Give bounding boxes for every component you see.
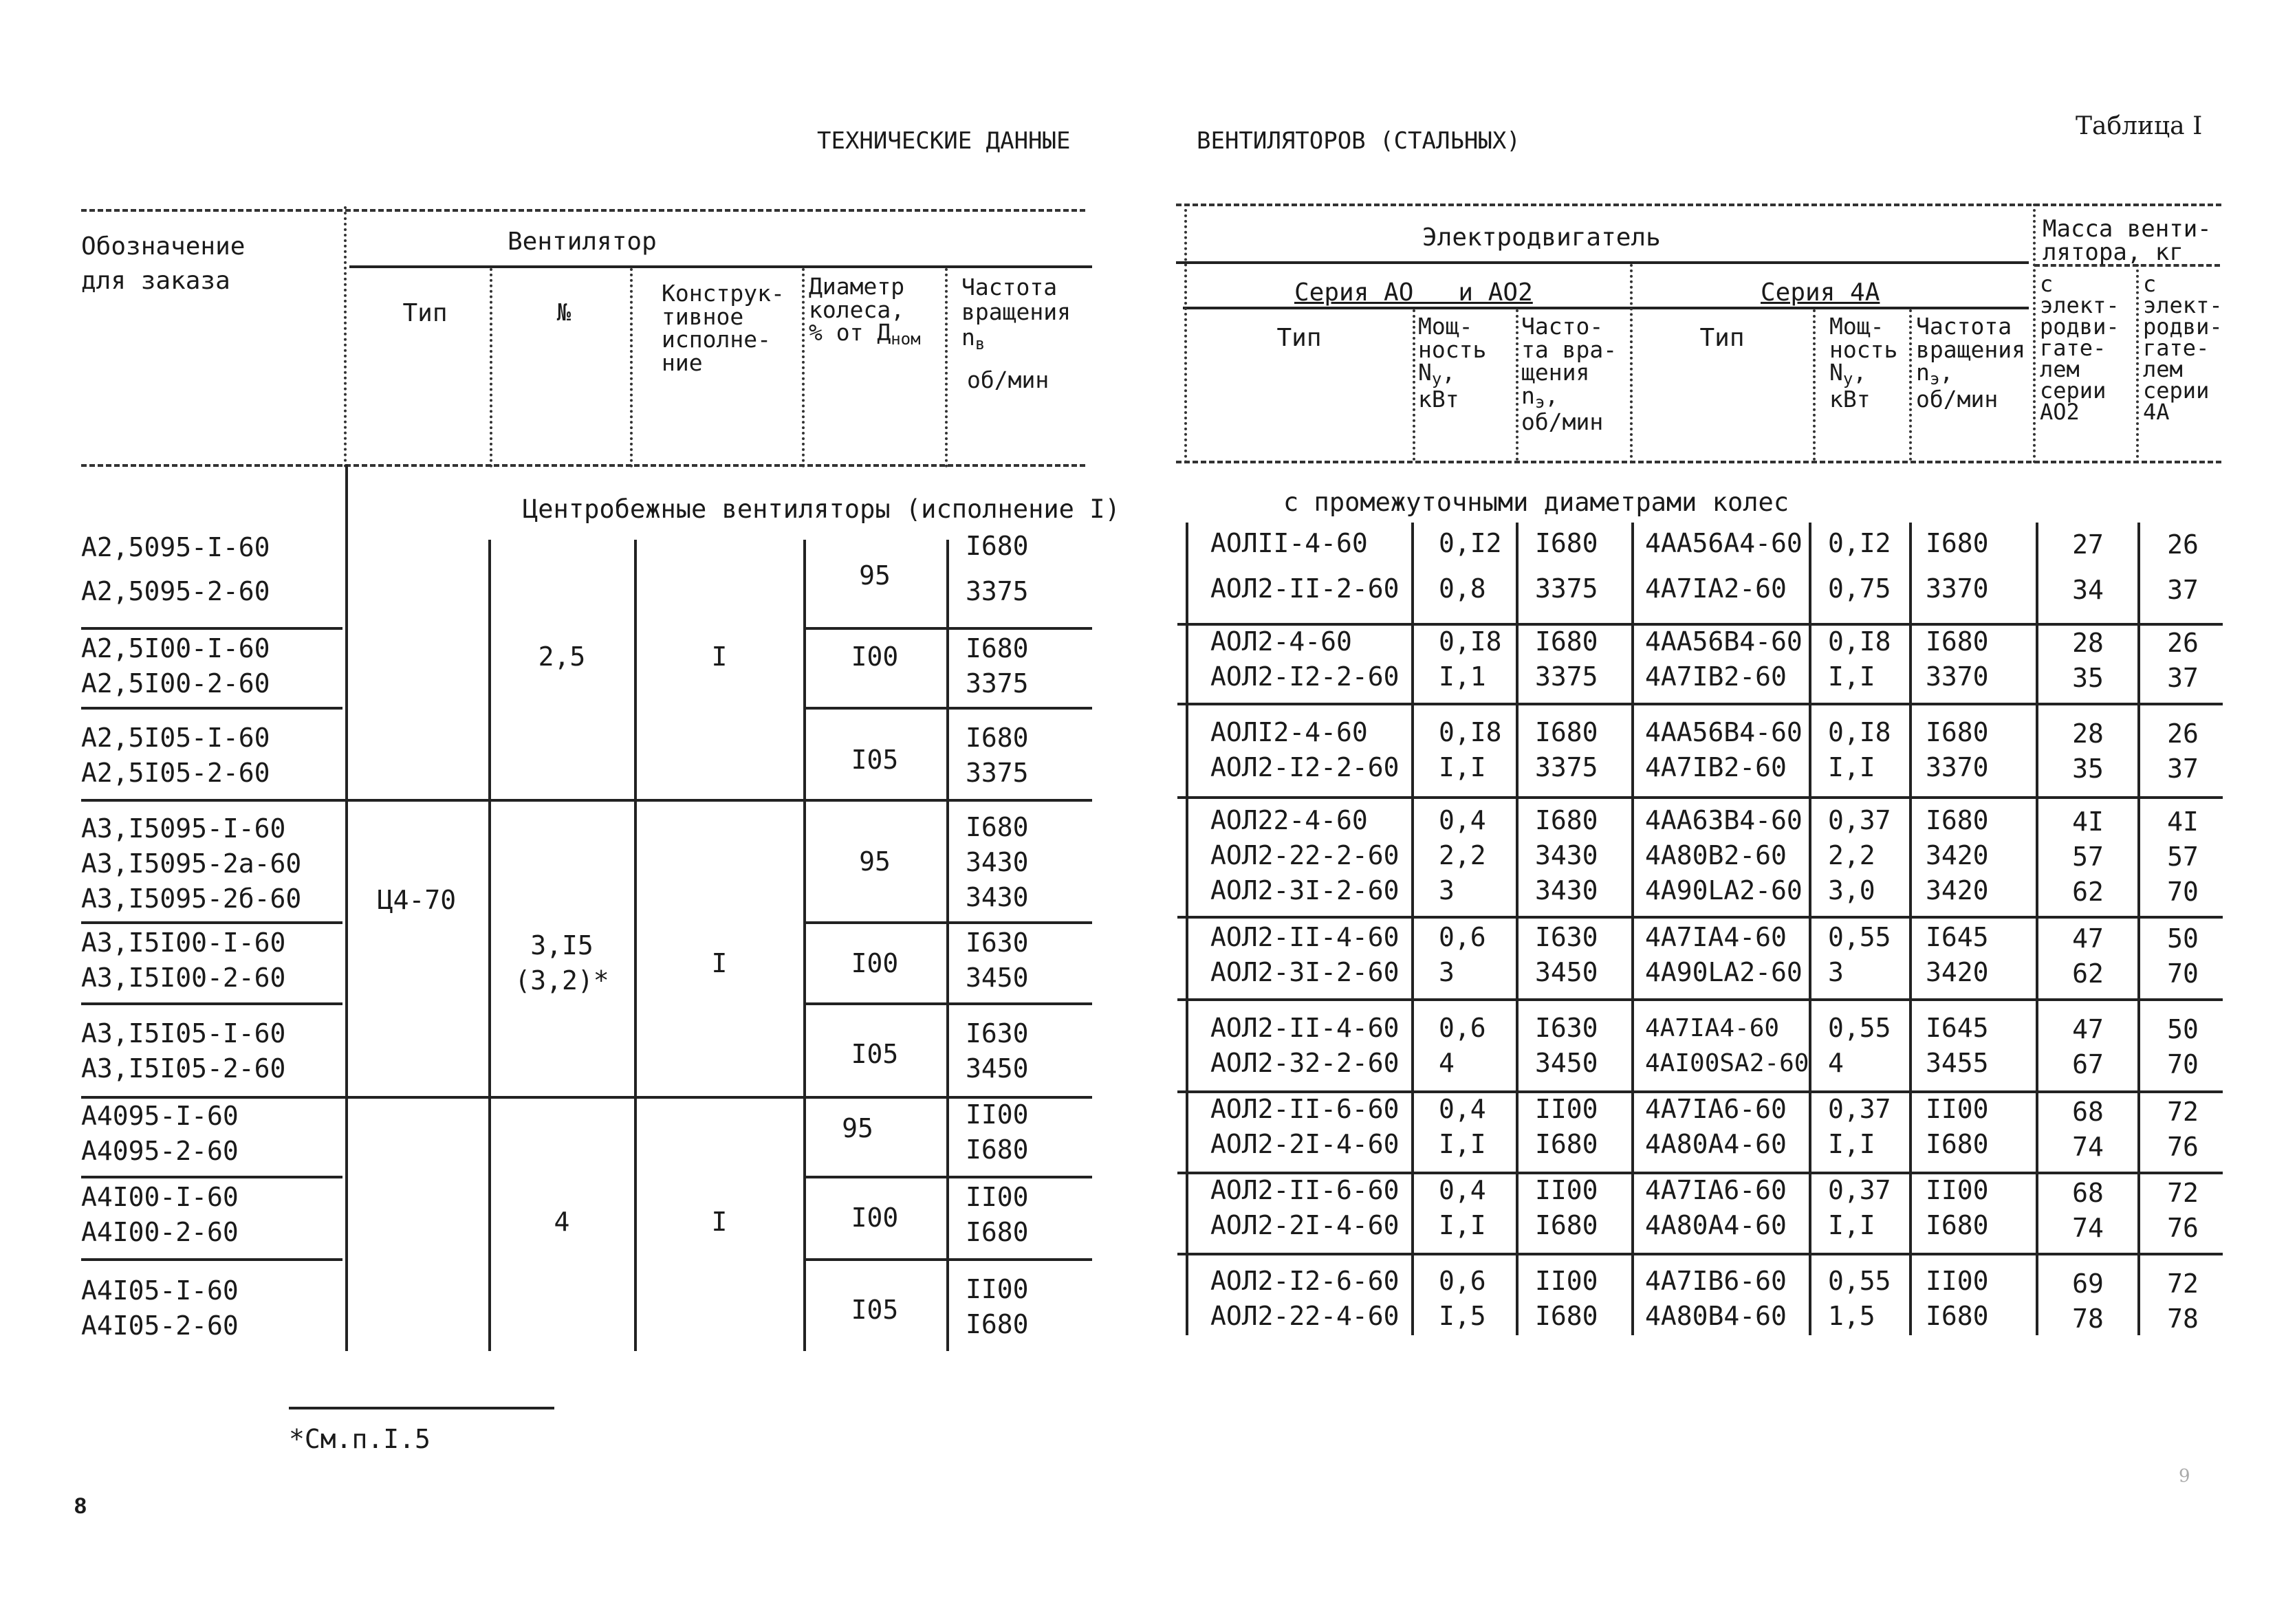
left-top-rule [81,209,1085,212]
right-row-sep-4 [1177,916,2223,919]
motor-power-4a: 0,55 1,5 [1828,1266,1891,1331]
motor-power-ao: 0,I8 I,1 [1439,626,1502,692]
series-ao-header: Серия АО и АО2 [1294,278,1533,307]
motor-type-ao: АОЛII-4-60 АОЛ2-II-2-60 [1210,528,1400,604]
left-body-divider-5 [946,540,949,1351]
motor-power-ao: 0,I2 0,8 [1439,528,1502,604]
motor-speed-4a: II00 I680 [1926,1175,1989,1240]
title-right: ВЕНТИЛЯТОРОВ (СТАЛЬНЫХ) [1197,127,1521,155]
motor-mass-4a: 26 37 [2167,628,2199,693]
fan-type-value: Ц4-70 [377,885,457,915]
right-head-div-2 [1516,309,1519,461]
motor-type-4a: 4АА63В4-60 4А80В2-60 4А90LА2-60 [1645,805,1803,906]
motor-speed-ao: I680 3430 3430 [1535,805,1598,906]
footnote: *См.п.I.5 [289,1424,431,1454]
speed-5: I630 3450 [966,928,1029,993]
motor-power-4a: 0,37 I,I [1828,1094,1891,1159]
motor-mass-ao2: 4I 57 62 [2072,806,2104,907]
speed-7: II00 I680 [966,1099,1029,1165]
motor-mass-ao2: 28 35 [2072,628,2104,693]
right-body-divider-5 [1909,523,1912,1335]
speed-header [961,275,1071,353]
speed-4a-header [1916,313,2025,413]
motor-type-4a: 4АА56В4-60 4А7IВ2-60 [1645,717,1803,782]
fan-type-header: Тип [402,299,448,327]
power-ao-header [1418,313,1487,413]
right-body-divider-0 [1186,523,1188,1335]
left-col-divider-1 [344,206,347,468]
motor-type-4a: 4А7IВ6-60 4А80В4-60 [1645,1266,1787,1331]
diameter-3: I05 [851,745,899,775]
fan-number-1: 2,5 [538,641,586,672]
left-section-title: Центробежные вентиляторы (исполнение I) [523,494,1120,524]
title-left: ТЕХНИЧЕСКИЕ ДАННЫЕ [817,127,1071,155]
designation-group-2: А2,5I00-I-60 А2,5I00-2-60 [81,633,270,699]
right-row-sep-2 [1177,703,2223,705]
motor-speed-ao: I680 3375 [1535,528,1598,604]
right-body-divider-7 [2137,523,2140,1335]
motor-power-ao: 0,4 2,2 3 [1439,805,1486,906]
designation-group-3: А2,5I05-I-60 А2,5I05-2-60 [81,723,270,788]
motor-type-4a: 4А7IА6-60 4А80А4-60 [1645,1175,1787,1240]
designation-group-1: А2,5095-I-60 А2,5095-2-60 [81,532,270,606]
type-ao-header: Тип [1276,324,1322,352]
left-row-sep-4b [806,921,1092,924]
motor-mass-4a: 72 78 [2167,1269,2199,1334]
left-col-divider-4 [802,268,805,468]
speed-ao-header-text: Часто- та вра- щения n [1521,313,1618,409]
motor-speed-ao: II00 I680 [1535,1175,1598,1240]
motor-type-4a: 4АА56В4-60 4А7IВ2-60 [1645,626,1803,692]
motor-power-4a: 0,I8 I,I [1828,717,1891,782]
motor-mass-4a: 26 37 [2167,529,2199,605]
motor-type-4a: 4А7IА4-60 4А90LА2-60 [1645,922,1803,987]
left-row-sep-3 [81,799,1092,802]
motor-mass-4a: 50 70 [2167,1014,2199,1079]
mass-ao2-header: с элект- родви- гате- лем серии АО2 [2040,271,2120,426]
power-4a-header-text: Мощ- ность N [1829,313,1898,386]
speed-ao-header-sub: э [1534,392,1545,412]
design-value-2: I [711,948,728,978]
motor-type-ao: АОЛ2-II-6-60 АОЛ2-2I-4-60 [1210,1094,1400,1159]
motor-speed-4a: I680 3370 [1926,626,1989,692]
motor-power-ao: 0,I8 I,I [1439,717,1502,782]
right-body-divider-1 [1411,523,1414,1335]
type-4a-header: Тип [1699,324,1745,352]
right-head-div-7 [2136,264,2139,463]
right-head-div-5 [1909,309,1912,461]
motor-power-4a: 0,37 I,I [1828,1175,1891,1240]
designation-header: Обозначение для заказа [81,232,246,296]
motor-power-4a: 0,I2 0,75 [1828,528,1891,604]
motor-speed-4a: I645 3455 [1926,1013,1989,1078]
power-ao-header-unit: , кВт [1418,359,1459,413]
right-section-title: с промежуточными диаметрами колес [1283,487,1789,517]
diameter-4: 95 [859,846,891,877]
motor-power-4a: 0,55 3 [1828,922,1891,987]
motor-speed-ao: I680 3375 [1535,626,1598,692]
speed-6: I630 3450 [966,1018,1029,1084]
motor-speed-ao: II00 I680 [1535,1266,1598,1331]
page-number: 8 [74,1493,87,1518]
motor-mass-ao2: 47 62 [2072,923,2104,989]
diameter-8: I00 [851,1203,899,1233]
motor-speed-4a: I680 3420 3420 [1926,805,1989,906]
motor-speed-4a: I645 3420 [1926,922,1989,987]
motor-mass-ao2: 68 74 [2072,1178,2104,1243]
left-row-sep-8b [806,1258,1092,1261]
right-body-divider-6 [2036,523,2038,1335]
motor-type-ao: АОЛ2-I2-6-60 АОЛ2-22-4-60 [1210,1266,1400,1331]
power-ao-header-text: Мощ- ность N [1418,313,1487,386]
speed-4a-header-unit: , об/мин [1916,359,1999,413]
designation-group-6: А3,I5I05-I-60 А3,I5I05-2-60 [81,1018,286,1084]
motor-power-4a: 0,55 4 [1828,1013,1891,1078]
motor-type-ao: АОЛ2-II-4-60 АОЛ2-32-2-60 [1210,1013,1400,1078]
motor-speed-4a: I680 3370 [1926,717,1989,782]
motor-mass-ao2: 69 78 [2072,1269,2104,1334]
right-body-divider-2 [1516,523,1519,1335]
motor-power-4a: 0,37 2,2 3,0 [1828,805,1891,906]
right-top-rule [1176,204,2221,206]
diameter-header-text: Диаметр колеса, % от Д [809,273,905,347]
diameter-1: 95 [859,560,891,591]
speed-1: I680 3375 [966,531,1029,606]
motor-header-rule [1176,261,2029,264]
table-number: Таблица I [2076,112,2203,140]
motor-mass-4a: 72 76 [2167,1097,2199,1162]
left-row-sep-2b [806,707,1092,710]
speed-4a-header-sub: э [1929,369,1940,389]
speed-header-sub: в [975,333,986,353]
motor-speed-ao: I630 3450 [1535,1013,1598,1078]
fan-header: Вентилятор [508,228,657,256]
power-4a-header [1829,313,1898,413]
series-4a-header: Серия 4А [1761,278,1880,307]
diameter-9: I05 [851,1295,899,1325]
left-col-divider-5 [945,268,948,468]
motor-mass-ao2: 68 74 [2072,1097,2104,1162]
speed-header-text: Частота вращения n [961,274,1071,351]
right-head-div-1 [1413,309,1415,461]
motor-type-4a: 4АА56А4-60 4А7IА2-60 [1645,528,1803,604]
motor-mass-4a: 26 37 [2167,718,2199,784]
design-value-1: I [711,641,728,672]
right-row-sep-5 [1177,998,2223,1001]
motor-speed-ao: II00 I680 [1535,1094,1598,1159]
speed-3: I680 3375 [966,723,1029,788]
left-row-sep-1 [81,627,342,630]
diameter-7: 95 [842,1113,873,1143]
series-header-rule [1183,307,2029,309]
motor-mass-ao2: 27 34 [2072,529,2104,605]
right-header-bottom-rule [1176,461,2221,463]
fan-number-2: 3,I5 (3,2)* [514,930,609,996]
motor-mass-4a: 4I 57 70 [2167,806,2199,907]
diameter-header [809,275,921,348]
motor-speed-ao: I630 3450 [1535,922,1598,987]
designation-group-9: А4I05-I-60 А4I05-2-60 [81,1275,239,1341]
diameter-6: I05 [851,1039,899,1069]
diameter-header-sub: ном [891,329,921,349]
speed-8: II00 I680 [966,1182,1029,1247]
left-row-sep-7b [806,1176,1092,1178]
motor-mass-ao2: 47 67 [2072,1014,2104,1079]
motor-power-ao: 0,6 4 [1439,1013,1486,1078]
right-head-div-3 [1630,264,1633,463]
designation-group-8: А4I00-I-60 А4I00-2-60 [81,1182,239,1247]
motor-type-4a: 4А7IА4-60 4АI00SА2-60 [1645,1014,1809,1077]
speed-4a-header-text: Частота вращения n [1916,313,2025,386]
right-body-divider-3 [1631,523,1634,1335]
designation-group-7: А4095-I-60 А4095-2-60 [81,1101,239,1166]
left-row-sep-5 [81,1002,342,1005]
motor-type-ao: АОЛ2-II-6-60 АОЛ2-2I-4-60 [1210,1175,1400,1240]
diameter-5: I00 [851,948,899,978]
left-row-sep-8 [81,1258,342,1261]
motor-mass-4a: 50 70 [2167,923,2199,989]
designation-group-4: А3,I5095-I-60 А3,I5095-2а-60 А3,I5095-2б-60 [81,813,302,914]
motor-type-ao: АОЛ2-II-4-60 АОЛ2-3I-2-60 [1210,922,1400,987]
corner-mark: 9 [2179,1466,2190,1486]
motor-power-ao: 0,4 I,I [1439,1175,1486,1240]
design-value-3: I [711,1207,728,1237]
motor-type-4a: 4А7IА6-60 4А80А4-60 [1645,1094,1787,1159]
power-4a-header-unit: , кВт [1829,359,1871,413]
right-row-sep-8 [1177,1253,2223,1255]
speed-ao-header [1521,315,1617,434]
design-header: Конструк- тивное исполне- ние [662,280,785,376]
speed-header-unit: об/мин [967,366,1049,393]
left-row-sep-1b [806,627,1092,630]
motor-mass-4a: 72 76 [2167,1178,2199,1243]
speed-2: I680 3375 [966,633,1029,699]
mass-header: Масса венти- лятора, кг [2043,215,2212,266]
diameter-2: I00 [851,641,899,672]
motor-power-4a: 0,I8 I,I [1828,626,1891,692]
left-row-sep-7 [81,1176,342,1178]
right-body-divider-4 [1809,523,1811,1335]
left-row-sep-2 [81,707,342,710]
motor-speed-4a: II00 I680 [1926,1266,1989,1331]
mass-4a-header: с элект- родви- гате- лем серии 4А [2143,271,2223,426]
motor-header: Электродвигатель [1422,223,1661,252]
motor-type-ao: АОЛ22-4-60 АОЛ2-22-2-60 АОЛ2-3I-2-60 [1210,805,1400,906]
motor-mass-ao2: 28 35 [2072,718,2104,784]
right-head-div-6 [2033,204,2036,463]
motor-type-ao: АОЛ2-4-60 АОЛ2-I2-2-60 [1210,626,1400,692]
power-4a-header-sub: у [1842,369,1853,389]
speed-4: I680 3430 3430 [966,812,1029,912]
right-row-sep-3 [1177,796,2223,799]
fan-header-rule [349,265,1092,268]
left-col-divider-2 [490,268,492,468]
left-col-divider-3 [630,268,633,468]
left-row-sep-4 [81,921,342,924]
speed-ao-header-unit: , об/мин [1521,382,1604,436]
motor-type-ao: АОЛI2-4-60 АОЛ2-I2-2-60 [1210,717,1400,782]
motor-power-ao: 0,6 I,5 [1439,1266,1486,1331]
speed-9: II00 I680 [966,1274,1029,1339]
motor-speed-ao: I680 3375 [1535,717,1598,782]
footnote-rule [289,1407,554,1409]
motor-power-ao: 0,6 3 [1439,922,1486,987]
fan-number-3: 4 [554,1207,570,1237]
left-header-bottom-rule [81,464,1085,467]
motor-speed-4a: I680 3370 [1926,528,1989,604]
motor-speed-4a: II00 I680 [1926,1094,1989,1159]
fan-number-header: № [556,299,572,327]
motor-power-ao: 0,4 I,I [1439,1094,1486,1159]
left-row-sep-5b [806,1002,1092,1005]
designation-group-5: А3,I5I00-I-60 А3,I5I00-2-60 [81,928,286,993]
right-head-div-4 [1813,309,1816,461]
power-ao-header-sub: у [1431,369,1442,389]
